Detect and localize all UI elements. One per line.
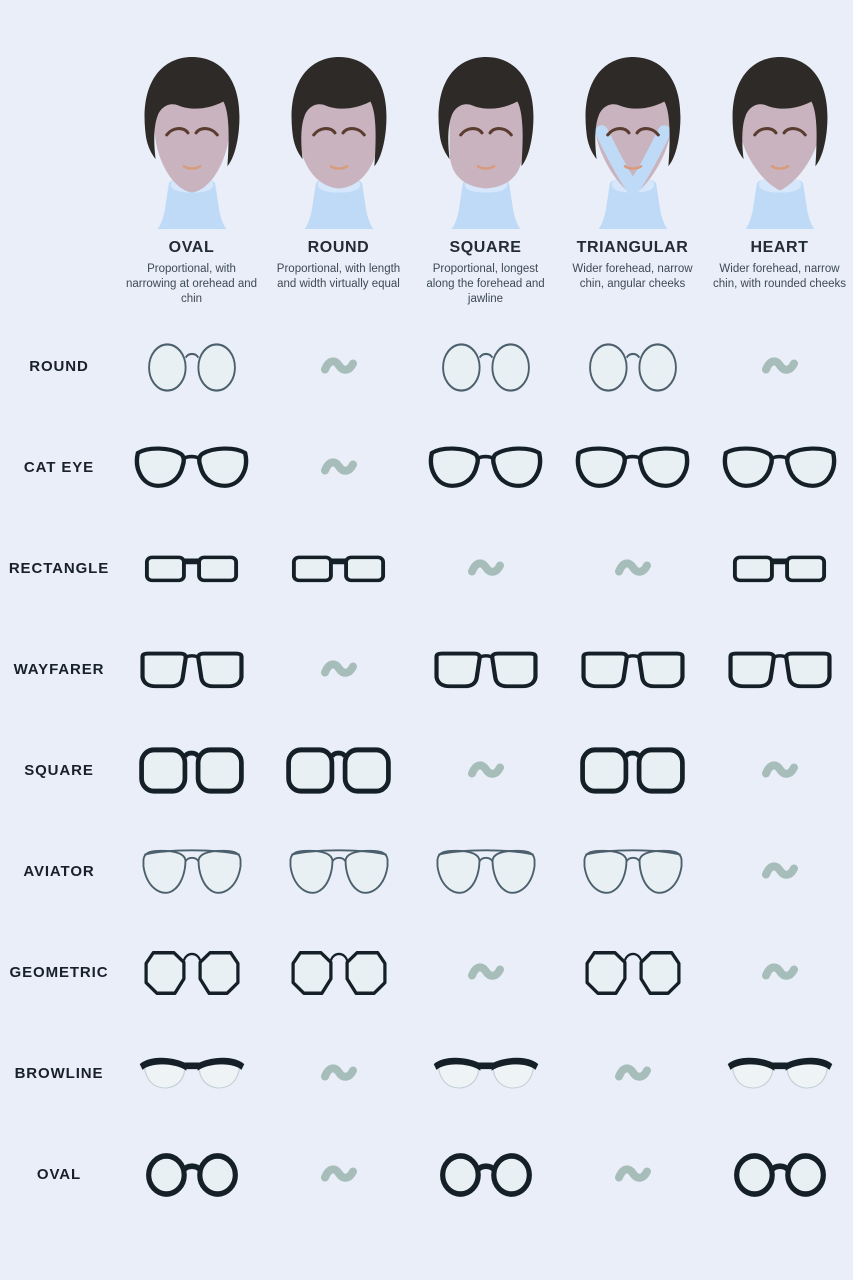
glasses-row-cat-eye [0,417,853,518]
cell-square-round [265,720,412,821]
glasses-style-label: BROWLINE [14,1065,104,1082]
face-shape-title: SQUARE [449,239,522,256]
cell-browline-triangular [559,1023,706,1124]
wayfarer-glasses-icon [724,646,836,693]
glasses-row-aviator [0,821,853,922]
cell-rectangle-square [412,518,559,619]
browline-glasses-icon [136,1051,248,1097]
face-shape-description: Proportional, with narrowing at orehead and chin [125,263,258,306]
cat-eye-glasses-icon [721,442,838,493]
cat-eye-glasses-icon [574,442,691,493]
face-column-triangular [559,0,706,316]
cell-geometric-oval [118,922,265,1023]
round-glasses-icon [435,339,537,394]
cell-oval-round [265,1124,412,1225]
cell-cat-eye-triangular [559,417,706,518]
aviator-glasses-icon [136,845,248,899]
cell-round-triangular [559,316,706,417]
cell-round-heart [706,316,853,417]
cell-rectangle-heart [706,518,853,619]
glasses-row-wayfarer [0,619,853,720]
aviator-glasses-icon [430,845,542,899]
cat-eye-glasses-icon [133,442,250,493]
face-column-oval [118,0,265,316]
cell-round-square [412,316,559,417]
tilde-squiggle-icon [760,860,800,883]
browline-glasses-icon [724,1051,836,1097]
wayfarer-glasses-icon [136,646,248,693]
cell-rectangle-oval [118,518,265,619]
glasses-row-round [0,316,853,417]
tilde-squiggle-icon [613,1062,653,1085]
cell-aviator-heart [706,821,853,922]
glasses-row-oval [0,1124,853,1225]
glasses-style-label: SQUARE [24,762,94,779]
cell-geometric-triangular [559,922,706,1023]
tilde-squiggle-icon [613,1163,653,1186]
cell-square-heart [706,720,853,821]
cell-aviator-triangular [559,821,706,922]
oval-glasses-icon [728,1149,832,1201]
cell-cat-eye-oval [118,417,265,518]
geometric-glasses-icon [579,946,687,1000]
square-glasses-icon [282,743,395,798]
cell-geometric-round [265,922,412,1023]
face-shape-title: ROUND [307,239,370,256]
face-column-square [412,0,559,316]
cell-oval-square [412,1124,559,1225]
cell-oval-oval [118,1124,265,1225]
glasses-style-label: AVIATOR [23,863,95,880]
cell-wayfarer-square [412,619,559,720]
cell-wayfarer-heart [706,619,853,720]
cell-rectangle-round [265,518,412,619]
cell-aviator-oval [118,821,265,922]
tilde-squiggle-icon [760,961,800,984]
tilde-squiggle-icon [613,557,653,580]
cell-round-oval [118,316,265,417]
aviator-glasses-icon [283,845,395,899]
rectangle-glasses-icon [729,547,830,590]
glasses-style-label: ROUND [29,358,89,375]
cell-cat-eye-round [265,417,412,518]
cell-browline-heart [706,1023,853,1124]
browline-glasses-icon [430,1051,542,1097]
cat-eye-glasses-icon [427,442,544,493]
glasses-row-rectangle [0,518,853,619]
round-glasses-icon [141,339,243,394]
face-illustration-triangular-icon [570,52,696,232]
face-illustration-heart-icon [717,52,843,232]
cell-square-oval [118,720,265,821]
cell-aviator-square [412,821,559,922]
cell-round-round [265,316,412,417]
tilde-squiggle-icon [319,658,359,681]
cell-square-square [412,720,559,821]
cell-browline-round [265,1023,412,1124]
glasses-style-label: WAYFARER [13,661,105,678]
cell-oval-heart [706,1124,853,1225]
tilde-squiggle-icon [319,1062,359,1085]
face-column-heart [706,0,853,316]
geometric-glasses-icon [138,946,246,1000]
geometric-glasses-icon [285,946,393,1000]
face-shape-description: Wider forehead, narrow chin, with rounded cheeks [713,263,846,291]
header-corner-spacer [0,0,118,316]
face-header-row [0,0,853,316]
face-shape-description: Proportional, longest along the forehead and jawline [426,263,545,306]
face-shape-description: Proportional, with length and width virtually equal [276,263,401,291]
square-glasses-icon [135,743,248,798]
glasses-row-square [0,720,853,821]
wayfarer-glasses-icon [577,646,689,693]
cell-oval-triangular [559,1124,706,1225]
glasses-row-geometric [0,922,853,1023]
aviator-glasses-icon [577,845,689,899]
cell-rectangle-triangular [559,518,706,619]
round-glasses-icon [582,339,684,394]
face-illustration-oval-icon [129,52,255,232]
face-illustration-round-icon [276,52,402,232]
tilde-squiggle-icon [319,1163,359,1186]
face-shape-title: TRIANGULAR [576,239,689,256]
cell-square-triangular [559,720,706,821]
tilde-squiggle-icon [319,456,359,479]
cell-browline-oval [118,1023,265,1124]
tilde-squiggle-icon [466,961,506,984]
rectangle-glasses-icon [288,547,389,590]
cell-geometric-heart [706,922,853,1023]
square-glasses-icon [576,743,689,798]
glasses-style-label: OVAL [36,1166,82,1183]
face-shape-title: OVAL [168,239,215,256]
glasses-row-browline [0,1023,853,1124]
oval-glasses-icon [434,1149,538,1201]
face-shape-description: Wider forehead, narrow chin, angular cheeks [572,263,693,291]
tilde-squiggle-icon [466,759,506,782]
face-shape-title: HEART [750,239,809,256]
glasses-style-label: GEOMETRIC [9,964,109,981]
cell-cat-eye-square [412,417,559,518]
cell-cat-eye-heart [706,417,853,518]
tilde-squiggle-icon [466,557,506,580]
glasses-matrix [0,316,853,1225]
tilde-squiggle-icon [760,355,800,378]
tilde-squiggle-icon [319,355,359,378]
face-illustration-square-icon [423,52,549,232]
glasses-style-label: RECTANGLE [8,560,110,577]
oval-glasses-icon [140,1149,244,1201]
glasses-style-label: CAT EYE [23,459,95,476]
cell-geometric-square [412,922,559,1023]
cell-wayfarer-round [265,619,412,720]
rectangle-glasses-icon [141,547,242,590]
cell-wayfarer-oval [118,619,265,720]
cell-browline-square [412,1023,559,1124]
cell-aviator-round [265,821,412,922]
face-column-round [265,0,412,316]
tilde-squiggle-icon [760,759,800,782]
cell-wayfarer-triangular [559,619,706,720]
wayfarer-glasses-icon [430,646,542,693]
